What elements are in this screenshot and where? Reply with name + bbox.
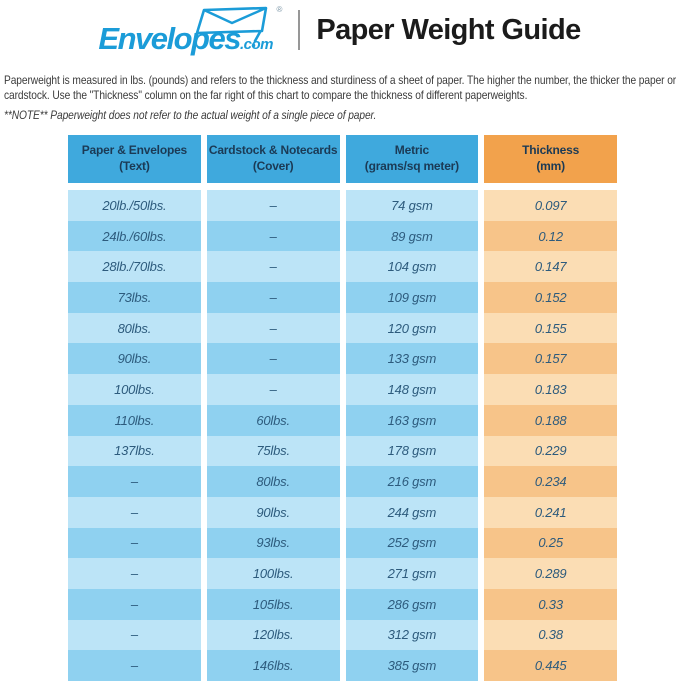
table-cell-r16-c4: 0.445 <box>484 650 617 681</box>
column-header-2 <box>207 135 340 183</box>
column-subtitle: (Text) <box>119 159 150 173</box>
column-subtitle: (mm) <box>536 159 565 173</box>
table-cell-r5-c4: 0.155 <box>484 313 617 344</box>
column-header-4 <box>484 135 617 183</box>
column-title: Cardstock & Notecards <box>208 143 338 158</box>
table-cell-r10-c2: 80lbs. <box>207 466 340 497</box>
page-title: Paper Weight Guide <box>316 13 581 46</box>
table-cell-r4-c3: 109 gsm <box>346 282 479 313</box>
table-cell-r8-c2: 60lbs. <box>207 405 340 436</box>
table-cell-r13-c3: 271 gsm <box>346 558 479 589</box>
table-cell-r7-c3: 148 gsm <box>346 374 479 405</box>
table-cell-r9-c3: 178 gsm <box>346 436 479 467</box>
table-cell-r6-c4: 0.157 <box>484 343 617 374</box>
table-cell-r5-c3: 120 gsm <box>346 313 479 344</box>
table-cell-r16-c1: – <box>68 650 201 681</box>
table-cell-r9-c2: 75lbs. <box>207 436 340 467</box>
table-cell-r11-c2: 90lbs. <box>207 497 340 528</box>
table-cell-r7-c4: 0.183 <box>484 374 617 405</box>
table-cell-r15-c1: – <box>68 620 201 651</box>
table-cell-r6-c1: 90lbs. <box>68 343 201 374</box>
table-cell-r8-c3: 163 gsm <box>346 405 479 436</box>
column-title: Metric <box>394 143 429 158</box>
table-cell-r2-c2: – <box>207 221 340 252</box>
table-cell-r6-c3: 133 gsm <box>346 343 479 374</box>
table-cell-r8-c1: 110lbs. <box>68 405 201 436</box>
table-cell-r6-c2: – <box>207 343 340 374</box>
table-cell-r7-c2: – <box>207 374 340 405</box>
table-cell-r12-c4: 0.25 <box>484 528 617 559</box>
table-cell-r10-c1: – <box>68 466 201 497</box>
header-divider <box>298 10 300 50</box>
table-cell-r1-c4: 0.097 <box>484 190 617 221</box>
table-cell-r4-c4: 0.152 <box>484 282 617 313</box>
table-cell-r15-c3: 312 gsm <box>346 620 479 651</box>
table-body <box>68 190 617 681</box>
column-subtitle: (grams/sq meter) <box>364 159 459 173</box>
column-title: Paper & Envelopes <box>81 143 188 158</box>
table-header-row <box>68 135 617 183</box>
table-cell-r5-c2: – <box>207 313 340 344</box>
table-cell-r12-c1: – <box>68 528 201 559</box>
table-cell-r13-c4: 0.289 <box>484 558 617 589</box>
table-cell-r16-c2: 146lbs. <box>207 650 340 681</box>
column-header-1 <box>68 135 201 183</box>
table-cell-r1-c1: 20lb./50lbs. <box>68 190 201 221</box>
table-cell-r11-c1: – <box>68 497 201 528</box>
logo-tld: .com <box>239 36 273 53</box>
column-subtitle: (Cover) <box>252 159 294 173</box>
table-cell-r15-c2: 120lbs. <box>207 620 340 651</box>
table-cell-r2-c4: 0.12 <box>484 221 617 252</box>
table-cell-r8-c4: 0.188 <box>484 405 617 436</box>
table-cell-r11-c4: 0.241 <box>484 497 617 528</box>
table-cell-r2-c1: 24lb./60lbs. <box>68 221 201 252</box>
table-cell-r13-c1: – <box>68 558 201 589</box>
registered-mark: ® <box>276 5 283 14</box>
paper-weight-table <box>68 135 617 681</box>
table-cell-r14-c3: 286 gsm <box>346 589 479 620</box>
table-cell-r9-c1: 137lbs. <box>68 436 201 467</box>
table-cell-r10-c4: 0.234 <box>484 466 617 497</box>
table-cell-r14-c4: 0.33 <box>484 589 617 620</box>
table-cell-r9-c4: 0.229 <box>484 436 617 467</box>
logo-brand: Envelopes <box>98 21 240 56</box>
table-cell-r7-c1: 100lbs. <box>68 374 201 405</box>
table-cell-r12-c3: 252 gsm <box>346 528 479 559</box>
table-cell-r1-c2: – <box>207 190 340 221</box>
table-cell-r5-c1: 80lbs. <box>68 313 201 344</box>
table-cell-r15-c4: 0.38 <box>484 620 617 651</box>
table-cell-r4-c1: 73lbs. <box>68 282 201 313</box>
table-cell-r11-c3: 244 gsm <box>346 497 479 528</box>
column-title: Thickness <box>522 143 580 158</box>
table-cell-r14-c2: 105lbs. <box>207 589 340 620</box>
table-cell-r3-c3: 104 gsm <box>346 251 479 282</box>
table-cell-r3-c2: – <box>207 251 340 282</box>
envelopes-logo <box>98 5 282 55</box>
column-header-3 <box>346 135 479 183</box>
table-cell-r3-c1: 28lb./70lbs. <box>68 251 201 282</box>
table-cell-r13-c2: 100lbs. <box>207 558 340 589</box>
table-cell-r12-c2: 93lbs. <box>207 528 340 559</box>
table-cell-r10-c3: 216 gsm <box>346 466 479 497</box>
table-cell-r16-c3: 385 gsm <box>346 650 479 681</box>
table-cell-r1-c3: 74 gsm <box>346 190 479 221</box>
logo-wordmark <box>98 23 273 54</box>
table-cell-r4-c2: – <box>207 282 340 313</box>
intro-note: **NOTE** Paperweight does not refer to the actual weight of a single piece of paper. <box>4 108 377 122</box>
page-header <box>0 4 679 56</box>
table-cell-r14-c1: – <box>68 589 201 620</box>
intro-paragraph: Paperweight is measured in lbs. (pounds) and refers to the thickness and sturdiness of a sheet of paper. The higher the number, the thicker the paper or cardstock. Use the "Thickness" column on the far right of this chart to compare the thickness of different paperweights. <box>4 73 677 103</box>
table-cell-r3-c4: 0.147 <box>484 251 617 282</box>
table-cell-r2-c3: 89 gsm <box>346 221 479 252</box>
